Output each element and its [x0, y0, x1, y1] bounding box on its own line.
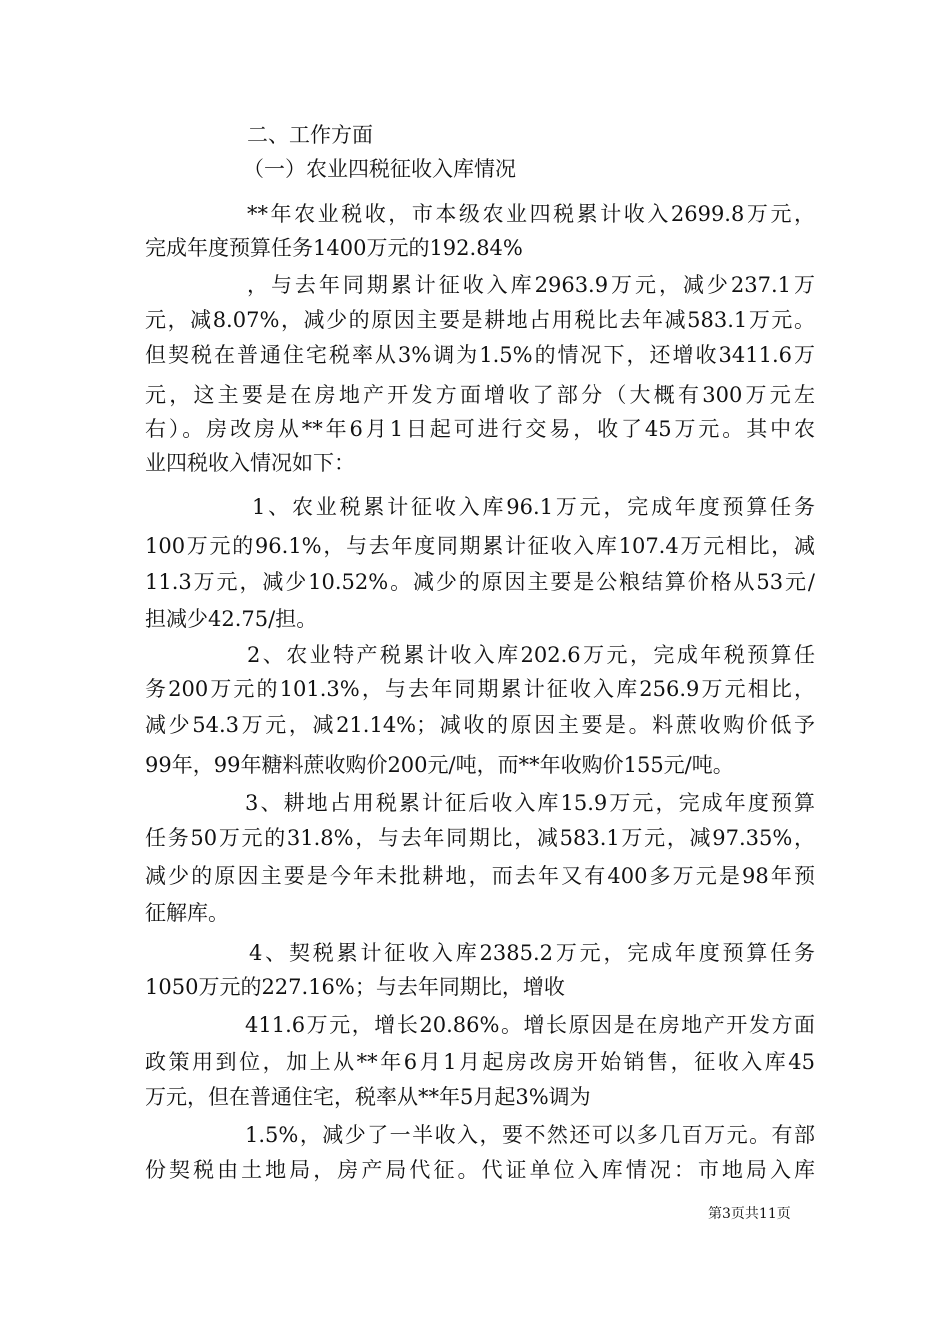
paragraph-line: 万元，但在普通住宅，税率从**年5月起3%调为: [145, 1085, 591, 1109]
paragraph-line: 政策用到位，加上从**年6月1月起房改房开始销售，征收入库45: [145, 1050, 815, 1074]
paragraph-line: 100万元的96.1%，与去年度同期累计征收入库107.4万元相比，减: [145, 534, 815, 558]
paragraph-line: 务200万元的101.3%，与去年同期累计征收入库256.9万元相比，: [145, 677, 815, 701]
paragraph-line: 业四税收入情况如下：: [145, 451, 355, 475]
paragraph-line: 11.3万元，减少10.52%。减少的原因主要是公粮结算价格从53元/: [145, 570, 815, 594]
paragraph-line: 3、耕地占用税累计征后收入库15.9万元，完成年度预算: [245, 791, 815, 815]
paragraph-line: 但契税在普通住宅税率从3%调为1.5%的情况下，还增收3411.6万: [145, 343, 815, 367]
paragraph-line: **年农业税收，市本级农业四税累计收入2699.8万元，: [247, 202, 815, 226]
paragraph-line: 完成年度预算任务1400万元的192.84%: [145, 236, 523, 260]
paragraph-line: 担减少42.75/担。: [145, 607, 318, 631]
paragraph-line: 1.5%，减少了一半收入，要不然还可以多几百万元。有部: [245, 1123, 815, 1147]
paragraph-line: 减少的原因主要是今年未批耕地，而去年又有400多万元是98年预: [145, 864, 815, 888]
paragraph-line: 1050万元的227.16%；与去年同期比，增收: [145, 975, 565, 999]
paragraph-line: 99年，99年糖料蔗收购价200元/吨，而**年收购价155元/吨。: [145, 753, 734, 777]
paragraph-line: 元，减8.07%，减少的原因主要是耕地占用税比去年减583.1万元。: [145, 308, 815, 332]
section-heading: 二、工作方面: [247, 123, 373, 147]
paragraph-line: 份契税由土地局，房产局代征。代证单位入库情况：市地局入库: [145, 1158, 815, 1182]
subsection-heading: （一）农业四税征收入库情况: [243, 157, 516, 181]
paragraph-line: ，与去年同期累计征收入库2963.9万元，减少237.1万: [247, 273, 815, 297]
paragraph-line: 征解库。: [145, 901, 229, 925]
paragraph-line: 411.6万元，增长20.86%。增长原因是在房地产开发方面: [245, 1013, 815, 1037]
paragraph-line: 减少54.3万元，减21.14%；减收的原因主要是。料蔗收购价低予: [145, 713, 815, 737]
paragraph-line: 2、农业特产税累计收入库202.6万元，完成年税预算任: [247, 643, 815, 667]
paragraph-line: 4、契税累计征收入库2385.2万元，完成年度预算任务: [249, 941, 815, 965]
page-number: 第3页共11页: [708, 1206, 791, 1222]
paragraph-line: 1、农业税累计征收入库96.1万元，完成年度预算任务: [252, 495, 815, 519]
paragraph-line: 右）。房改房从**年6月1日起可进行交易，收了45万元。其中农: [145, 417, 815, 441]
paragraph-line: 任务50万元的31.8%，与去年同期比，减583.1万元，减97.35%，: [145, 826, 815, 850]
paragraph-line: 元，这主要是在房地产开发方面增收了部分（大概有300万元左: [145, 383, 815, 407]
